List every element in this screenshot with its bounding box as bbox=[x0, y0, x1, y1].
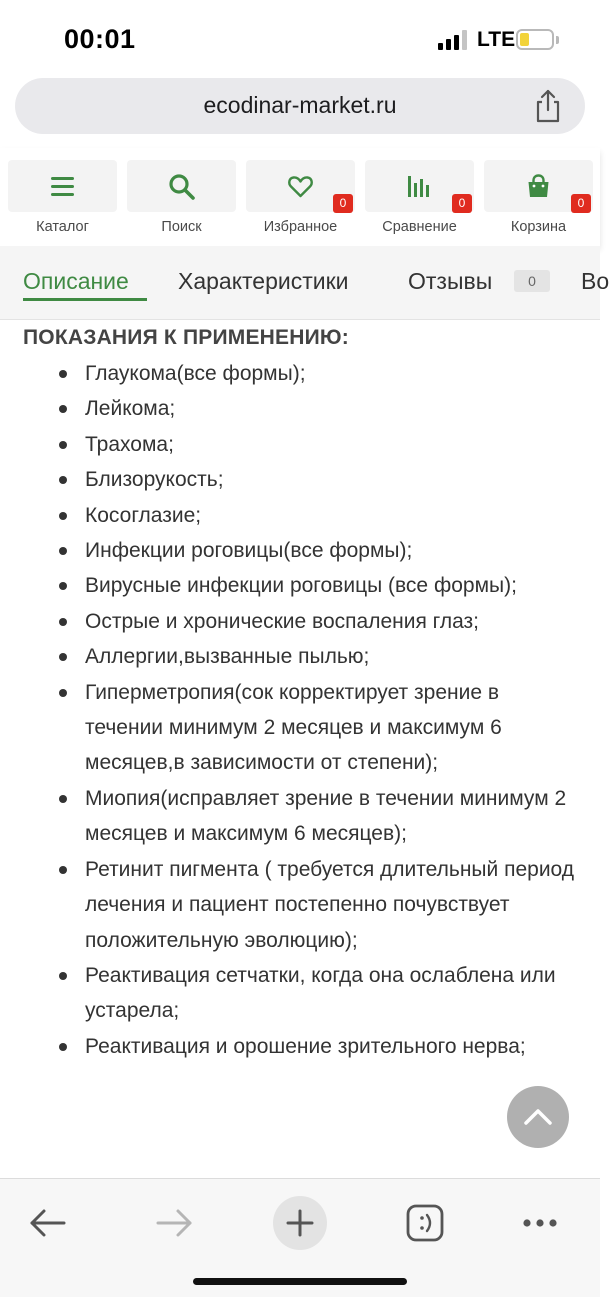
favorites-button[interactable] bbox=[246, 160, 355, 246]
cart-button[interactable] bbox=[484, 160, 593, 246]
list-item: Миопия(исправляет зрение в течении минимум 2 месяцев и максимум 6 месяцев); bbox=[0, 781, 600, 852]
favorites-label: Избранное bbox=[263, 219, 338, 235]
cart-label: Корзина bbox=[510, 219, 567, 235]
catalog-box[interactable] bbox=[8, 160, 117, 212]
list-item: Реактивация сетчатки, когда она ослаблена или устарела; bbox=[0, 958, 600, 1029]
tab-characteristics[interactable]: Характеристики bbox=[178, 268, 349, 294]
scroll-to-top-button[interactable] bbox=[507, 1086, 569, 1148]
product-tabs bbox=[0, 246, 609, 320]
list-item: Ретинит пигмента ( требуется длительный период лечения и пациент постепенно почувствует положительную эволюцию); bbox=[0, 852, 600, 958]
tabs-smiley-icon bbox=[398, 1195, 454, 1251]
arrow-right-icon bbox=[146, 1195, 202, 1251]
shopping-bag-icon bbox=[525, 173, 552, 200]
shop-toolbar bbox=[0, 148, 600, 246]
list-item: Близорукость; bbox=[0, 462, 600, 497]
tab-description[interactable]: Описание bbox=[23, 268, 129, 294]
search-icon bbox=[168, 173, 195, 200]
catalog-button[interactable] bbox=[8, 160, 117, 246]
more-dots-icon bbox=[512, 1195, 568, 1251]
heart-icon bbox=[287, 173, 314, 200]
network-type: LTE bbox=[477, 28, 516, 51]
battery-cap bbox=[556, 36, 559, 44]
arrow-left-icon bbox=[20, 1195, 76, 1251]
description-content bbox=[0, 320, 600, 1178]
forward-button[interactable] bbox=[146, 1195, 202, 1251]
compare-label: Сравнение bbox=[382, 219, 457, 235]
tab-more[interactable]: Во bbox=[581, 268, 609, 294]
indications-heading: ПОКАЗАНИЯ К ПРИМЕНЕНИЮ: bbox=[23, 326, 349, 349]
chevron-up-icon bbox=[523, 1104, 553, 1128]
search-label: Поиск bbox=[161, 219, 202, 235]
list-item: Трахома; bbox=[0, 427, 600, 462]
more-menu-button[interactable] bbox=[512, 1195, 568, 1251]
catalog-label: Каталог bbox=[36, 219, 89, 235]
tab-reviews[interactable]: Отзывы bbox=[408, 268, 493, 294]
cart-badge: 0 bbox=[571, 194, 591, 213]
list-item: Вирусные инфекции роговицы (все формы); bbox=[0, 568, 600, 603]
address-bar[interactable] bbox=[15, 78, 585, 134]
compare-button[interactable] bbox=[365, 160, 474, 246]
favorites-badge: 0 bbox=[333, 194, 353, 213]
list-item: Инфекции роговицы(все формы); bbox=[0, 533, 600, 568]
indications-list bbox=[0, 356, 600, 1064]
compare-badge: 0 bbox=[452, 194, 472, 213]
list-item: Гиперметропия(сок корректирует зрение в течении минимум 2 месяцев и максимум 6 месяцев,в зависимости от степени); bbox=[0, 675, 600, 781]
list-item: Реактивация и орошение зрительного нерва; bbox=[0, 1029, 600, 1064]
plus-icon bbox=[272, 1195, 328, 1251]
list-item: Аллергии,вызванные пылью; bbox=[0, 639, 600, 674]
signal-icon bbox=[438, 30, 468, 50]
menu-icon bbox=[49, 173, 76, 200]
battery-icon bbox=[516, 29, 554, 50]
status-bar bbox=[0, 0, 600, 78]
list-item: Лейкома; bbox=[0, 391, 600, 426]
share-icon[interactable] bbox=[533, 88, 563, 124]
list-item: Глаукома(все формы); bbox=[0, 356, 600, 391]
list-item: Косоглазие; bbox=[0, 498, 600, 533]
tabs-button[interactable] bbox=[398, 1195, 454, 1251]
search-button[interactable] bbox=[127, 160, 236, 246]
active-tab-underline bbox=[23, 298, 147, 301]
search-box[interactable] bbox=[127, 160, 236, 212]
status-time: 00:01 bbox=[64, 24, 136, 54]
home-indicator bbox=[193, 1278, 407, 1285]
bar-chart-icon bbox=[406, 173, 433, 200]
url-text[interactable]: ecodinar-market.ru bbox=[203, 92, 397, 118]
list-item: Острые и хронические воспаления глаз; bbox=[0, 604, 600, 639]
back-button[interactable] bbox=[20, 1195, 76, 1251]
reviews-count-badge: 0 bbox=[514, 270, 550, 292]
new-tab-button[interactable] bbox=[272, 1195, 328, 1251]
